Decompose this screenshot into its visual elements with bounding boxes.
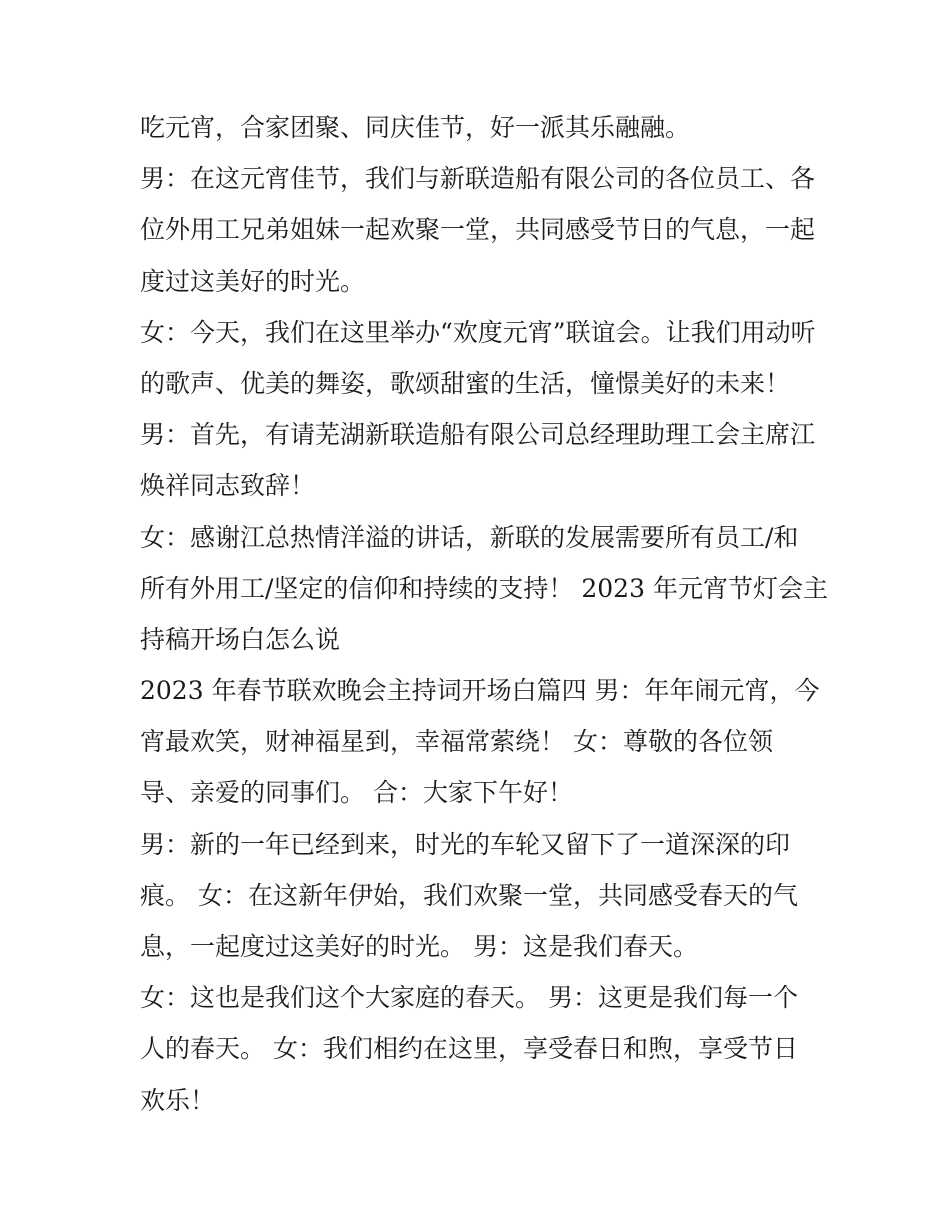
text-line: 人的春天。 女：我们相约在这里，享受春日和煦，享受节日	[140, 1034, 798, 1064]
text-line: 痕。 女：在这新年伊始，我们欢聚一堂，共同感受春天的气	[140, 880, 798, 910]
text-line: 焕祥同志致辞！	[140, 471, 316, 501]
text-line: 的歌声、优美的舞姿，歌颂甜蜜的生活，憧憬美好的未来！	[140, 368, 791, 398]
text-line: 男：新的一年已经到来，时光的车轮又留下了一道深深的印	[140, 829, 791, 859]
text-line: 女：感谢江总热情洋溢的讲话，新联的发展需要所有员工/和	[140, 522, 799, 552]
body-text	[140, 102, 830, 1126]
text-line: 女：这也是我们这个大家庭的春天。 男：这更是我们每一个	[140, 983, 798, 1013]
text-line: 导、亲爱的同事们。 合：大家下午好！	[140, 778, 573, 808]
text-line: 欢乐！	[140, 1085, 216, 1115]
text-line: 所有外用工/坚定的信仰和持续的支持！ 2023 年元宵节灯会主	[140, 573, 828, 603]
text-line: 持稿开场白怎么说	[140, 624, 341, 654]
text-line: 男：在这元宵佳节，我们与新联造船有限公司的各位员工、各	[140, 164, 816, 194]
text-line: 度过这美好的时光。	[140, 266, 366, 296]
text-line: 宵最欢笑，财神福星到，幸福常萦绕！ 女：尊敬的各位领	[140, 727, 773, 757]
text-line: 息，一起度过这美好的时光。 男：这是我们春天。	[140, 932, 698, 961]
text-line: 位外用工兄弟姐妹一起欢聚一堂，共同感受节日的气息，一起	[140, 215, 816, 245]
text-line: 吃元宵，合家团聚、同庆佳节，好一派其乐融融。	[140, 113, 691, 142]
text-line: 2023 年春节联欢晚会主持词开场白篇四 男：年年闹元宵，今	[140, 676, 820, 706]
text-line: 女：今天，我们在这里举办“欢度元宵”联谊会。让我们用动听	[140, 317, 816, 347]
text-line: 男：首先，有请芜湖新联造船有限公司总经理助理工会主席江	[140, 420, 816, 450]
